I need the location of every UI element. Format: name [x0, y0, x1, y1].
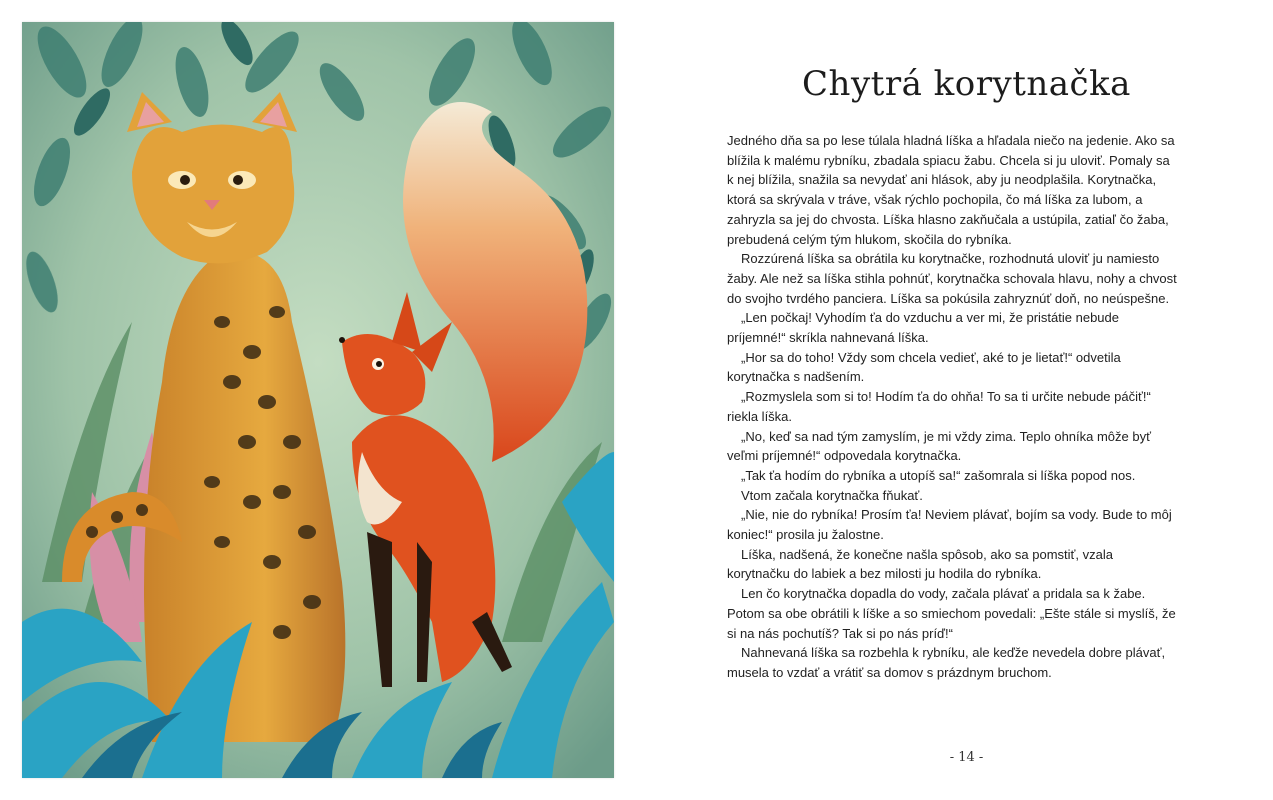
story-body	[727, 131, 1177, 683]
paragraph: „Tak ťa hodím do rybníka a utopíš sa!“ zašomrala si líška popod nos.	[741, 467, 1136, 483]
illustration-artwork	[22, 22, 614, 778]
paragraph: „Nie, nie do rybníka! Prosím ťa! Neviem plávať, bojím sa vody. Bude to môj koniec!“ prosila ju žalostne.	[727, 507, 1172, 543]
paragraph: „No, keď sa nad tým zamyslím, je mi vždy zima. Teplo ohníka môže byť veľmi príjemné!“ odpovedala korytnačka.	[727, 428, 1151, 464]
text-page	[660, 0, 1273, 800]
paragraph: „Len počkaj! Vyhodím ťa do vzduchu a ver mi, že pristátie nebude príjemné!“ skríkla nahnevaná líška.	[727, 310, 1119, 346]
paragraph: Jedného dňa sa po lese túlala hladná líška a hľadala niečo na jedenie. Ako sa blížila k malému rybníku, zbadala spiacu žabu. Chcela si ju uloviť. Pomaly sa k nej blížila, snažila sa nevydať ani hlások, aby ju neodplašila. Korytnačka, ktorá sa skrývala v tráve, však rýchlo pochopila, čo má líška za lubom, a zahryzla sa jej do chvosta. Líška hlasno zakňučala a ustúpila, zatiaľ čo žaba, prebudená celým tým hlukom, skočila do rybníka.	[727, 133, 1175, 247]
story-title: Chytrá korytnačka	[802, 64, 1131, 104]
page-number: - 14 -	[949, 750, 984, 765]
paragraph: Líška, nadšená, že konečne našla spôsob, ako sa pomstiť, vzala korytnačku do labiek a bez milosti ju hodila do rybníka.	[727, 546, 1113, 582]
paragraph: „Rozmyslela som si to! Hodím ťa do ohňa! To sa ti určite nebude páčiť!“ riekla líška.	[727, 389, 1151, 424]
paragraph: Nahnevaná líška sa rozbehla k rybníku, ale keďže nevedela dobre plávať, musela to vzdať a vrátiť sa domov s prázdnym bruchom.	[727, 645, 1166, 680]
paragraph: Len čo korytnačka dopadla do vody, začala plávať a pridala sa k žabe. Potom sa obe obrátili k líške a so smiechom povedali: „Ešte stále si myslíš, že si na nás pochutíš? Tak si po nás príď!“	[727, 586, 1176, 641]
paragraph: „Hor sa do toho! Vždy som chcela vedieť, aké to je lietať!“ odvetila korytnačka s nadšením.	[727, 349, 1121, 385]
paragraph: Rozzúrená líška sa obrátila ku korytnačke, rozhodnutá uloviť ju namiesto žaby. Ale než sa líška stihla pohnúť, korytnačka schovala hlavu, nohy a chvost do svojho tvrdého panciera. Líška sa pokúsila zahryznúť doň, no neúspešne.	[727, 251, 1177, 306]
paragraph: Vtom začala korytnačka fňukať.	[741, 487, 923, 503]
illustration-leopard-and-fox	[22, 22, 614, 778]
